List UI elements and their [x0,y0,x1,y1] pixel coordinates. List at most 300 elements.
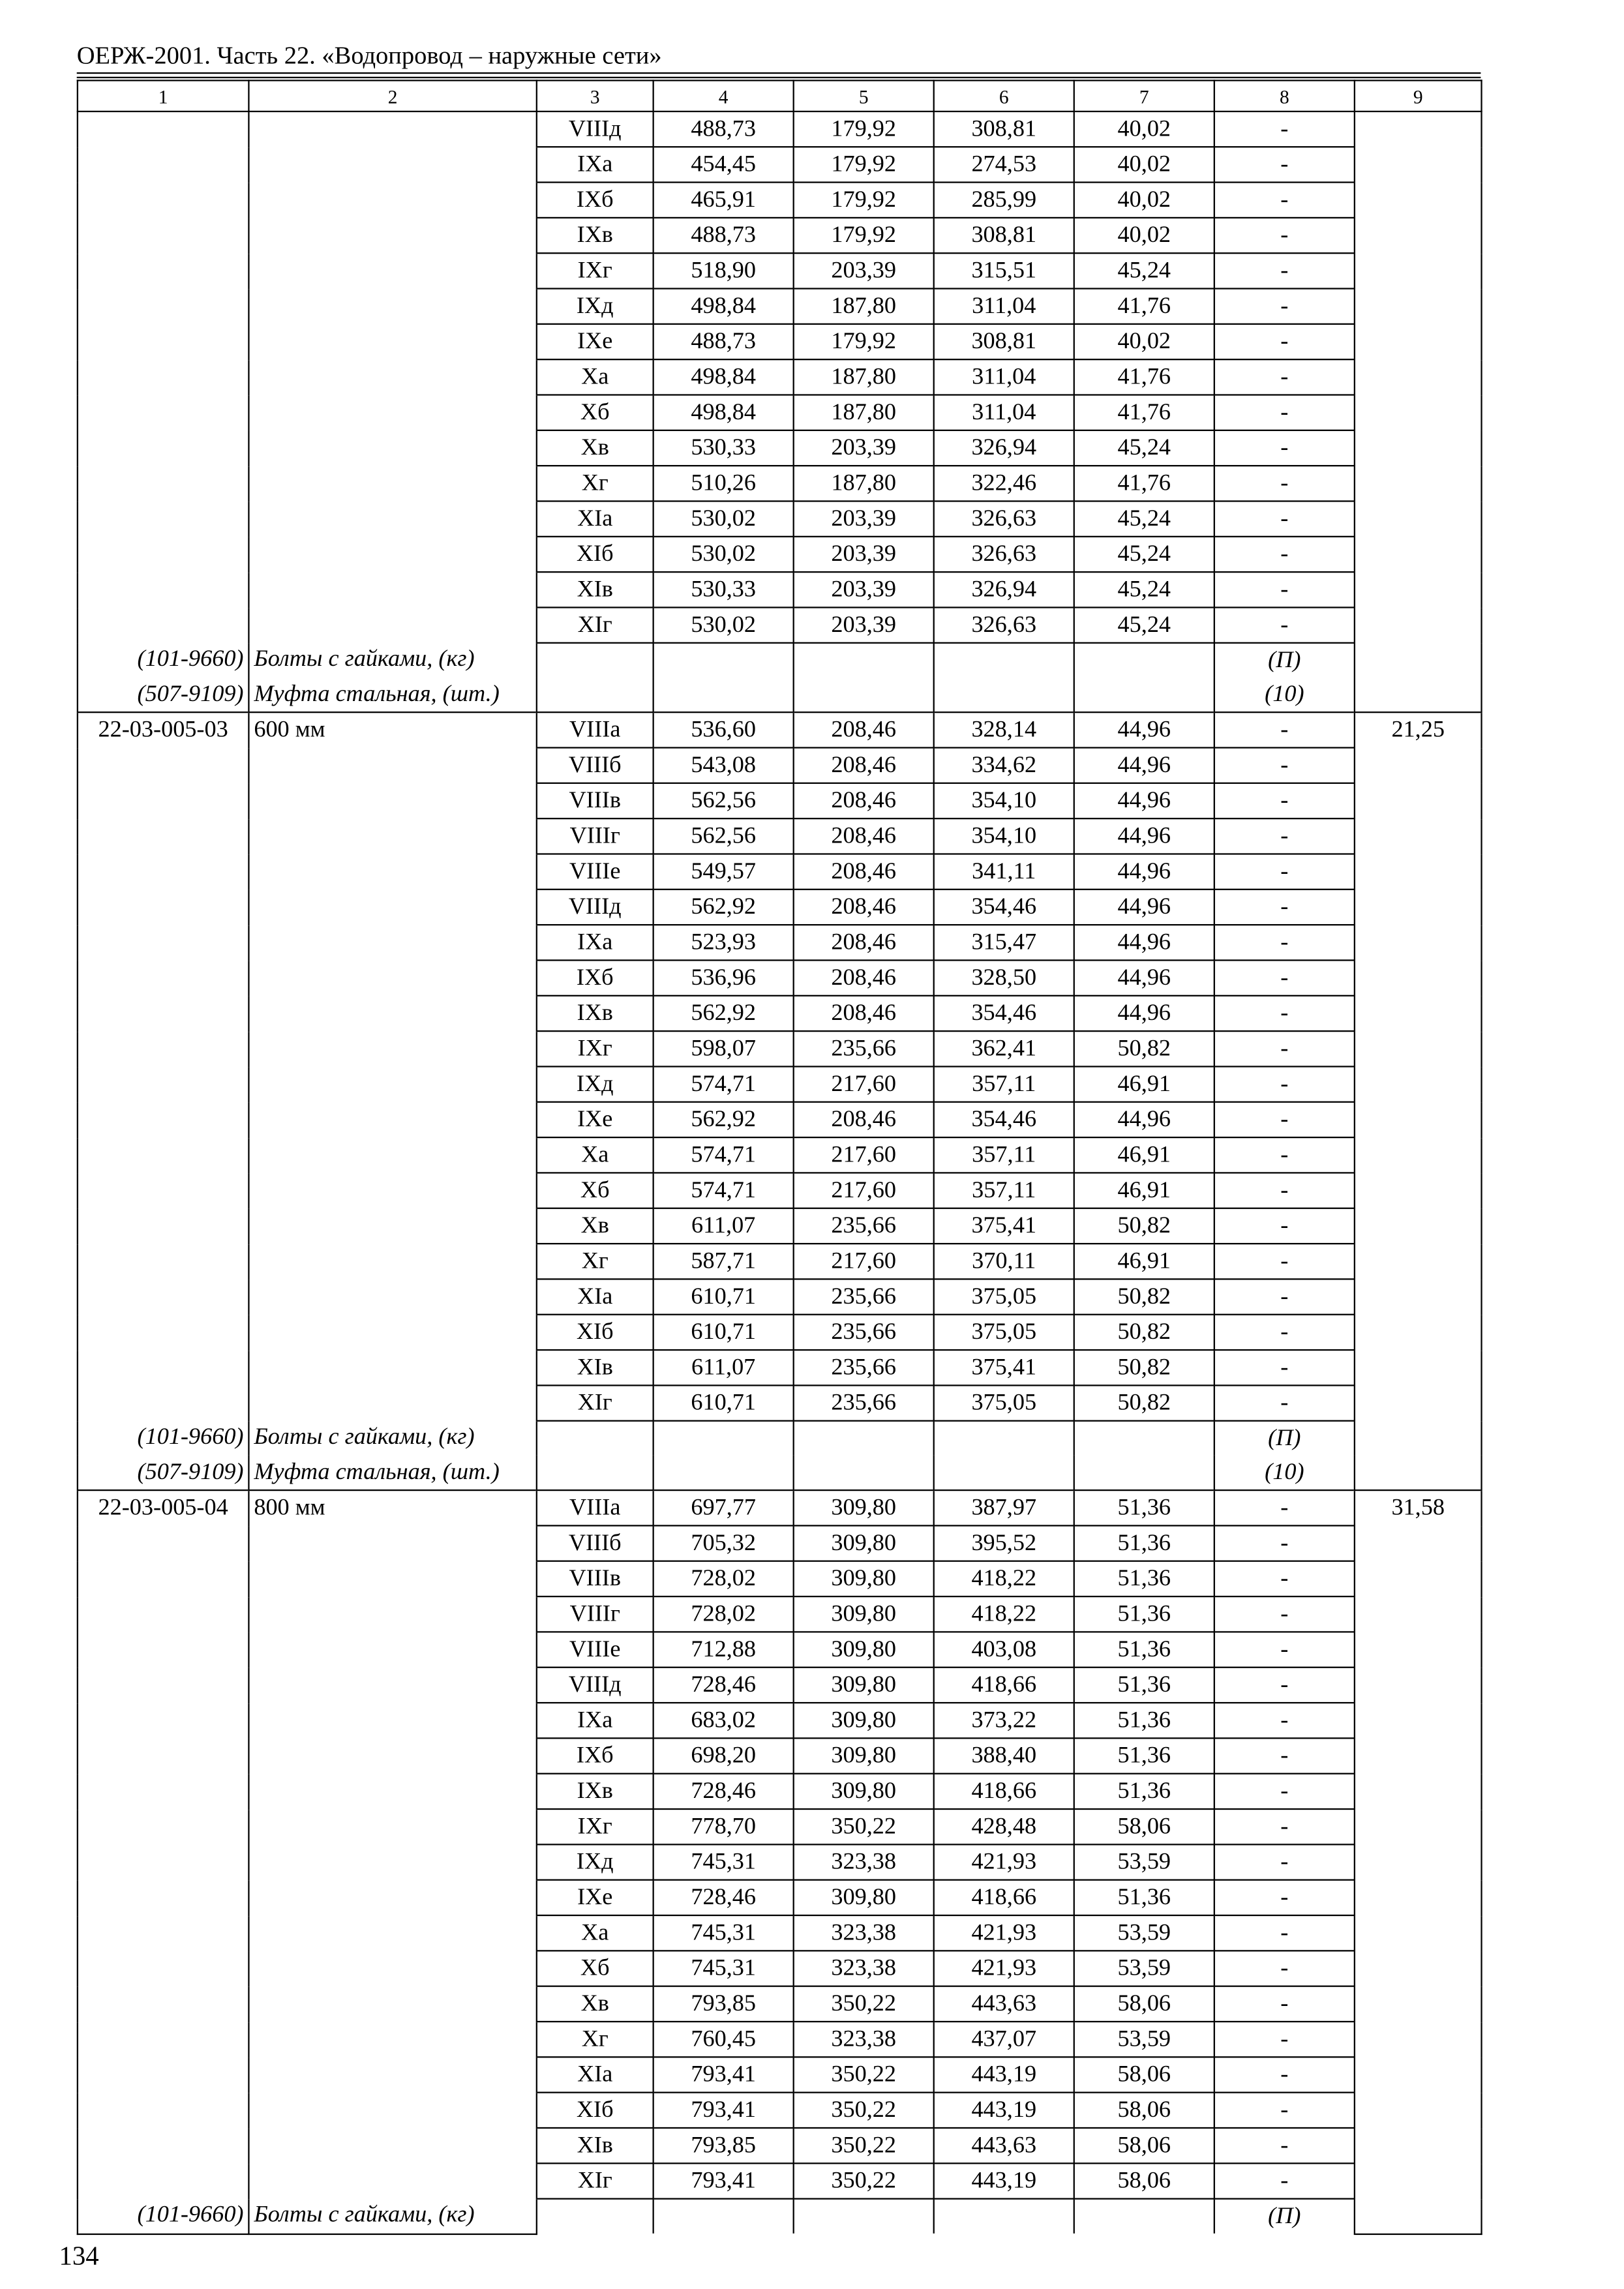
driver-wages-cell [1074,678,1214,712]
labor-cell: 21,25 [1355,712,1482,747]
name-cell: Болты с гайками, (кг) [248,643,536,678]
machines-cell: 428,48 [934,1809,1074,1844]
table-row [78,1986,1482,2022]
machines-cell: 395,52 [934,1525,1074,1561]
driver-wages-cell: 50,82 [1074,1279,1214,1314]
wages-cell: 235,66 [794,1208,934,1244]
wages-cell: 235,66 [794,1279,934,1314]
wages-cell: 203,39 [794,537,934,572]
materials-cell: - [1214,2163,1355,2198]
wages-cell: 179,92 [794,112,934,147]
driver-wages-cell: 44,96 [1074,818,1214,854]
table-row [78,430,1482,466]
column-number: 8 [1214,80,1355,112]
table-row [78,1244,1482,1279]
machines-cell: 354,46 [934,1102,1074,1137]
table-row [78,1137,1482,1173]
zone-cell: Xг [537,466,654,501]
wages-cell [794,2199,934,2234]
labor-cell [1355,2199,1482,2234]
page-number: 134 [59,2241,99,2271]
norm-code-cell [78,324,249,359]
machines-cell: 403,08 [934,1632,1074,1667]
zone-cell: IXв [537,218,654,253]
labor-cell [1355,678,1482,712]
zone-cell: IXб [537,1738,654,1773]
machines-cell [934,643,1074,678]
materials-cell: - [1214,1915,1355,1951]
zone-cell: Xа [537,1915,654,1951]
norm-code-cell [78,501,249,536]
norm-code-cell [78,2057,249,2092]
table-row [78,1774,1482,1809]
table-row [78,1632,1482,1667]
materials-cell: - [1214,2128,1355,2163]
zone-cell: XIв [537,1350,654,1385]
total-cost-cell: 793,85 [654,1986,794,2022]
name-cell: Муфта стальная, (шт.) [248,678,536,712]
driver-wages-cell: 51,36 [1074,1490,1214,1525]
column-number: 6 [934,80,1074,112]
name-cell [248,2128,536,2163]
name-cell [248,501,536,536]
name-cell [248,253,536,288]
driver-wages-cell: 44,96 [1074,1102,1214,1137]
materials-cell: - [1214,1102,1355,1137]
table-row [78,925,1482,960]
wages-cell: 323,38 [794,1844,934,1879]
driver-wages-cell: 46,91 [1074,1244,1214,1279]
materials-cell: - [1214,359,1355,395]
zone-cell [537,1456,654,1490]
materials-cell: - [1214,2057,1355,2092]
norm-code-cell [78,218,249,253]
machines-cell: 443,63 [934,1986,1074,2022]
materials-cell: - [1214,572,1355,607]
zone-cell: VIIIа [537,1490,654,1525]
driver-wages-cell: 45,24 [1074,537,1214,572]
labor-cell [1355,2093,1482,2128]
driver-wages-cell: 46,91 [1074,1137,1214,1173]
table-row [78,1385,1482,1420]
total-cost-cell: 728,02 [654,1561,794,1596]
labor-cell [1355,1915,1482,1951]
driver-wages-cell: 51,36 [1074,1774,1214,1809]
norm-code-cell [78,2163,249,2198]
driver-wages-cell: 53,59 [1074,2022,1214,2057]
machines-cell: 375,41 [934,1208,1074,1244]
name-cell [248,289,536,324]
machines-cell: 375,05 [934,1385,1074,1420]
materials-cell: - [1214,960,1355,995]
total-cost-cell: 498,84 [654,359,794,395]
wages-cell: 309,80 [794,1738,934,1773]
labor-cell [1355,2022,1482,2057]
labor-cell [1355,1066,1482,1101]
total-cost-cell: 610,71 [654,1279,794,1314]
name-cell [248,537,536,572]
zone-cell: IXа [537,1703,654,1738]
norm-code-cell [78,112,249,147]
total-cost-cell: 488,73 [654,112,794,147]
materials-cell: - [1214,1385,1355,1420]
wages-cell: 187,80 [794,289,934,324]
driver-wages-cell: 44,96 [1074,960,1214,995]
norm-code-cell [78,1915,249,1951]
driver-wages-cell: 50,82 [1074,1350,1214,1385]
zone-cell [537,643,654,678]
zone-cell: VIIIе [537,854,654,889]
materials-cell: - [1214,324,1355,359]
total-cost-cell: 574,71 [654,1137,794,1173]
name-cell [248,1986,536,2022]
norm-code-cell: (101-9660) [78,643,249,678]
table-row [78,1951,1482,1986]
labor-cell [1355,218,1482,253]
wages-cell: 323,38 [794,1915,934,1951]
driver-wages-cell: 41,76 [1074,466,1214,501]
wages-cell: 179,92 [794,324,934,359]
wages-cell: 217,60 [794,1066,934,1101]
labor-cell [1355,1738,1482,1773]
norm-code-cell [78,1561,249,1596]
zone-cell: IXа [537,925,654,960]
name-cell [248,1632,536,1667]
wages-cell: 203,39 [794,607,934,642]
wages-cell: 235,66 [794,1315,934,1350]
driver-wages-cell: 51,36 [1074,1632,1214,1667]
column-number: 2 [248,80,536,112]
driver-wages-cell: 41,76 [1074,289,1214,324]
column-number: 7 [1074,80,1214,112]
materials-cell: - [1214,890,1355,925]
table-row [78,1315,1482,1350]
zone-cell: Xг [537,1244,654,1279]
name-cell: Болты с гайками, (кг) [248,2199,536,2234]
total-cost-cell: 510,26 [654,466,794,501]
zone-cell: IXд [537,1844,654,1879]
name-cell [248,1951,536,1986]
name-cell [248,1703,536,1738]
name-cell: Болты с гайками, (кг) [248,1421,536,1456]
materials-cell: - [1214,748,1355,783]
machines-cell: 421,93 [934,1844,1074,1879]
labor-cell [1355,395,1482,430]
norm-code-cell [78,818,249,854]
name-cell [248,430,536,466]
materials-cell: - [1214,1173,1355,1208]
labor-cell [1355,1561,1482,1596]
materials-cell: (П) [1214,643,1355,678]
norm-code-cell [78,1844,249,1879]
zone-cell: VIIIд [537,112,654,147]
name-cell [248,854,536,889]
wages-cell: 187,80 [794,466,934,501]
name-cell: 800 мм [248,1490,536,1525]
table-row [78,253,1482,288]
norm-code-cell [78,1525,249,1561]
machines-cell: 274,53 [934,147,1074,182]
name-cell [248,466,536,501]
norm-code-cell [78,1279,249,1314]
machines-cell: 308,81 [934,324,1074,359]
norm-code-cell [78,359,249,395]
norm-code-cell [78,854,249,889]
table-row [78,996,1482,1031]
machines-cell: 370,11 [934,1244,1074,1279]
machines-cell: 326,94 [934,430,1074,466]
wages-cell: 217,60 [794,1244,934,1279]
wages-cell: 309,80 [794,1525,934,1561]
driver-wages-cell: 44,96 [1074,996,1214,1031]
total-cost-cell: 745,31 [654,1915,794,1951]
total-cost-cell: 530,33 [654,572,794,607]
wages-cell: 323,38 [794,1951,934,1986]
machines-cell: 375,05 [934,1315,1074,1350]
driver-wages-cell: 41,76 [1074,359,1214,395]
total-cost-cell: 728,46 [654,1774,794,1809]
wages-cell: 309,80 [794,1703,934,1738]
resource-row [78,2199,1482,2234]
materials-cell: - [1214,1279,1355,1314]
machines-cell: 308,81 [934,112,1074,147]
labor-cell [1355,183,1482,218]
zone-cell: Xа [537,1137,654,1173]
labor-cell: 31,58 [1355,1490,1482,1525]
norm-code-cell [78,1315,249,1350]
name-cell [248,183,536,218]
table-row [78,1350,1482,1385]
table-row [78,783,1482,818]
labor-cell [1355,960,1482,995]
driver-wages-cell: 51,36 [1074,1596,1214,1632]
norm-code-cell [78,1986,249,2022]
driver-wages-cell: 50,82 [1074,1385,1214,1420]
driver-wages-cell [1074,643,1214,678]
wages-cell [794,1421,934,1456]
total-cost-cell: 498,84 [654,289,794,324]
wages-cell: 235,66 [794,1350,934,1385]
total-cost-cell: 562,92 [654,1102,794,1137]
table-row [78,359,1482,395]
wages-cell: 350,22 [794,1809,934,1844]
materials-cell: - [1214,1703,1355,1738]
materials-cell: - [1214,1668,1355,1703]
table-row [78,890,1482,925]
name-cell [248,996,536,1031]
machines-cell: 326,63 [934,501,1074,536]
norm-code-cell [78,1066,249,1101]
wages-cell: 217,60 [794,1173,934,1208]
machines-cell: 443,19 [934,2057,1074,2092]
labor-cell [1355,607,1482,642]
driver-wages-cell: 58,06 [1074,2057,1214,2092]
zone-cell: IXг [537,1031,654,1066]
machines-cell: 418,22 [934,1561,1074,1596]
norm-code-cell [78,783,249,818]
norm-code-cell [78,748,249,783]
materials-cell: - [1214,218,1355,253]
name-cell [248,1173,536,1208]
wages-cell: 309,80 [794,1490,934,1525]
wages-cell: 203,39 [794,430,934,466]
total-cost-cell: 549,57 [654,854,794,889]
wages-cell: 208,46 [794,854,934,889]
name-cell [248,890,536,925]
zone-cell: Xг [537,2022,654,2057]
labor-cell [1355,1986,1482,2022]
materials-cell: - [1214,1951,1355,1986]
driver-wages-cell: 58,06 [1074,2093,1214,2128]
materials-cell: - [1214,1809,1355,1844]
driver-wages-cell: 45,24 [1074,572,1214,607]
wages-cell: 208,46 [794,890,934,925]
column-number: 5 [794,80,934,112]
labor-cell [1355,1031,1482,1066]
total-cost-cell: 698,20 [654,1738,794,1773]
materials-cell: - [1214,1244,1355,1279]
materials-cell: - [1214,996,1355,1031]
table-row [78,2163,1482,2198]
zone-cell: VIIIб [537,748,654,783]
zone-cell: IXд [537,289,654,324]
name-cell [248,818,536,854]
total-cost-cell: 697,77 [654,1490,794,1525]
driver-wages-cell: 40,02 [1074,112,1214,147]
machines-cell [934,1421,1074,1456]
table-row [78,395,1482,430]
driver-wages-cell: 51,36 [1074,1525,1214,1561]
norm-code-cell [78,395,249,430]
driver-wages-cell: 51,36 [1074,1561,1214,1596]
total-cost-cell: 793,41 [654,2093,794,2128]
wages-cell [794,1456,934,1490]
materials-cell: - [1214,925,1355,960]
table-row [78,2093,1482,2128]
total-cost-cell: 574,71 [654,1173,794,1208]
norm-code-cell: (507-9109) [78,678,249,712]
labor-cell [1355,748,1482,783]
zone-cell: Xв [537,1986,654,2022]
machines-cell: 326,63 [934,537,1074,572]
machines-cell: 326,94 [934,572,1074,607]
machines-cell: 341,11 [934,854,1074,889]
table-row [78,289,1482,324]
wages-cell: 179,92 [794,147,934,182]
name-cell [248,1844,536,1879]
name-cell [248,1525,536,1561]
labor-cell [1355,1421,1482,1456]
total-cost-cell: 610,71 [654,1385,794,1420]
norm-code-cell [78,1951,249,1986]
materials-cell: (П) [1214,2199,1355,2234]
driver-wages-cell [1074,1421,1214,1456]
zone-cell: IXв [537,1774,654,1809]
name-cell [248,783,536,818]
name-cell [248,960,536,995]
zone-cell: Xб [537,395,654,430]
name-cell [248,2163,536,2198]
machines-cell: 357,11 [934,1137,1074,1173]
machines-cell: 362,41 [934,1031,1074,1066]
labor-cell [1355,1632,1482,1667]
header-rule [77,72,1481,74]
total-cost-cell: 611,07 [654,1350,794,1385]
driver-wages-cell: 50,82 [1074,1208,1214,1244]
wages-cell: 208,46 [794,996,934,1031]
name-cell [248,1668,536,1703]
table-row [78,218,1482,253]
total-cost-cell: 498,84 [654,395,794,430]
table-row [78,1561,1482,1596]
norm-code-cell: (101-9660) [78,1421,249,1456]
table-row [78,466,1482,501]
total-cost-cell: 728,46 [654,1880,794,1915]
labor-cell [1355,2128,1482,2163]
driver-wages-cell: 40,02 [1074,324,1214,359]
wages-cell: 203,39 [794,572,934,607]
zone-cell: Xб [537,1173,654,1208]
norm-code-cell [78,1385,249,1420]
table-row [78,537,1482,572]
driver-wages-cell: 45,24 [1074,430,1214,466]
machines-cell: 443,63 [934,2128,1074,2163]
machines-cell: 328,50 [934,960,1074,995]
wages-cell: 309,80 [794,1774,934,1809]
materials-cell: - [1214,147,1355,182]
driver-wages-cell: 44,96 [1074,854,1214,889]
machines-cell: 421,93 [934,1915,1074,1951]
machines-cell: 334,62 [934,748,1074,783]
zone-cell [537,2199,654,2234]
wages-cell: 235,66 [794,1385,934,1420]
materials-cell: - [1214,2093,1355,2128]
driver-wages-cell: 58,06 [1074,2163,1214,2198]
zone-cell: XIв [537,2128,654,2163]
labor-cell [1355,1315,1482,1350]
table-row [78,1668,1482,1703]
machines-cell: 387,97 [934,1490,1074,1525]
wages-cell: 350,22 [794,2128,934,2163]
norm-code-cell [78,1102,249,1137]
labor-cell [1355,572,1482,607]
driver-wages-cell: 58,06 [1074,2128,1214,2163]
zone-cell: XIа [537,1279,654,1314]
norm-code-cell [78,1031,249,1066]
total-cost-cell: 536,60 [654,712,794,747]
total-cost-cell: 543,08 [654,748,794,783]
labor-cell [1355,147,1482,182]
name-cell [248,1880,536,1915]
total-cost-cell [654,678,794,712]
driver-wages-cell: 53,59 [1074,1844,1214,1879]
name-cell [248,324,536,359]
resource-row [78,643,1482,678]
machines-cell: 375,05 [934,1279,1074,1314]
norm-code-cell [78,890,249,925]
total-cost-cell: 683,02 [654,1703,794,1738]
wages-cell [794,678,934,712]
materials-cell: - [1214,1632,1355,1667]
name-cell [248,1102,536,1137]
table-row [78,572,1482,607]
name-cell [248,395,536,430]
total-cost-cell: 465,91 [654,183,794,218]
labor-cell [1355,1951,1482,1986]
machines-cell: 308,81 [934,218,1074,253]
name-cell [248,359,536,395]
name-cell [248,748,536,783]
